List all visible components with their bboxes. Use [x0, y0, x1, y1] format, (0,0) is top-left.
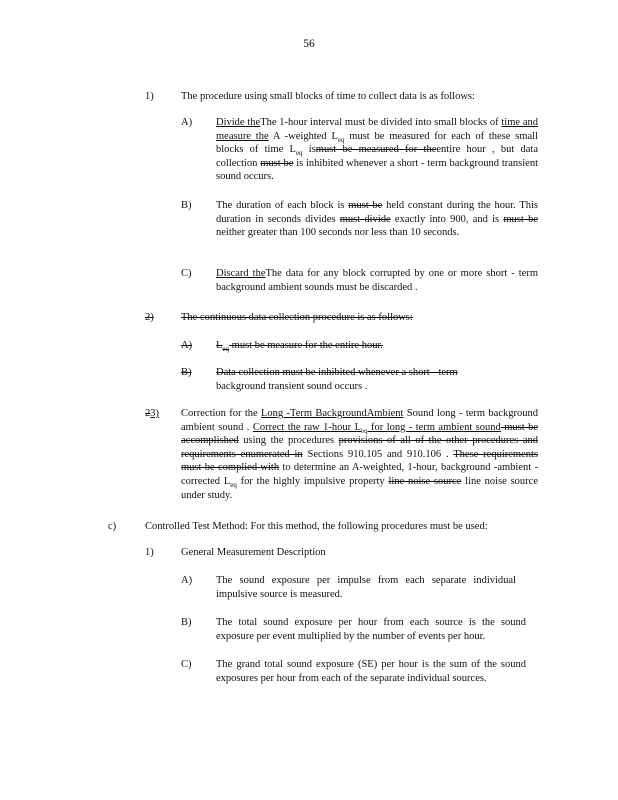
- section-c1b-text: The total sound exposure per hour from each source is the sound exposure per event multiplied by the number of events per hour.: [216, 617, 526, 642]
- deleted-text-run: must be measure for the entire hour.: [229, 340, 383, 351]
- section-c-label: c): [108, 521, 117, 532]
- deleted-text-run: provisions of all of the other procedures and requirements enumerated in: [181, 435, 538, 460]
- section-c1c-label: C): [181, 659, 192, 670]
- deleted-text-run: must be measured for the: [315, 144, 437, 156]
- text-run: Correction for the: [181, 408, 262, 419]
- text-run: The 1-hour interval must be divided into small blocks of: [260, 117, 502, 128]
- item-2-label: 2): [145, 312, 154, 323]
- text-run: held constant during the hour. This duration in seconds divides: [216, 200, 538, 225]
- inserted-text-run: Long -Term Background: [261, 408, 367, 419]
- inserted-text-run: Discard the: [216, 268, 266, 279]
- subscript-run: eq: [230, 481, 237, 490]
- text-run: background transient sound occurs .: [216, 380, 368, 392]
- item-2b-text: [216, 366, 506, 393]
- item-2a-text: [216, 339, 538, 353]
- subscript-run: eq: [222, 345, 230, 354]
- inserted-text-run: Ambient: [366, 408, 404, 419]
- subscript-run: eq: [295, 149, 303, 158]
- section-c1c-text: The grand total sound exposure (SE) per hour is the sum of the sound exposures per hour from each of the separate individual sources.: [216, 659, 526, 684]
- item-1a-label: A): [181, 117, 193, 128]
- item-1b-label: B): [181, 200, 192, 211]
- item-1-label: 1): [145, 91, 154, 102]
- deleted-text-run: line noise source: [388, 475, 462, 487]
- subscript-run: eq: [361, 426, 368, 435]
- page-number: 56: [303, 38, 315, 50]
- text-run: using the procedures: [238, 435, 339, 447]
- section-c1a-text: The sound exposure per impulse from each separate individual impulsive source is measured.: [216, 575, 516, 600]
- section-c1-label: 1): [145, 547, 154, 558]
- text-run: The data for any block corrupted by one or more short - term background ambient sounds must be discarded .: [216, 268, 538, 293]
- subscript-run: eq: [337, 135, 345, 144]
- item-2b-label: B): [181, 367, 192, 378]
- deleted-text-run: must divide: [339, 213, 391, 225]
- item-2-intro: The continuous data collection procedure is as follows:: [181, 312, 413, 323]
- section-c1-title: General Measurement Description: [181, 547, 326, 558]
- text-run: line noise source under study.: [181, 475, 539, 501]
- text-run: for the highly impulsive property: [236, 475, 389, 487]
- deleted-text-run: Data collection must be inhibited whenever a short - term: [216, 367, 458, 378]
- inserted-text-run: Divide the: [216, 117, 261, 128]
- text-run: entire hour , but data collection: [216, 144, 538, 169]
- inserted-text-run: for long - term ambient sound: [367, 421, 501, 433]
- section-c1a-label: A): [181, 575, 193, 586]
- item-1c-text: [216, 267, 538, 294]
- deleted-text-run: must be accomplished: [181, 421, 538, 447]
- text-run: The duration of each block is: [216, 200, 349, 211]
- item-3-label: [145, 407, 159, 421]
- item-1b-text: [216, 199, 538, 240]
- inserted-text-run: Correct the raw 1-hour L: [252, 421, 362, 433]
- text-run: must be measured for each of these small blocks of time L: [216, 130, 539, 156]
- text-run: A -weighted L: [268, 130, 338, 142]
- deleted-text-run: These requirements must be complied with: [181, 448, 538, 474]
- deleted-text-run: must be: [503, 213, 538, 225]
- deleted-text-run: must be: [348, 200, 383, 211]
- deleted-text-run: L: [216, 340, 223, 351]
- item-3-text: [181, 407, 538, 502]
- deleted-text-run: must be: [260, 157, 294, 169]
- text-run: neither greater than 100 seconds nor less than 10 seconds.: [216, 227, 460, 239]
- text-run: Sections 910.105 and 910.106 .: [302, 448, 454, 460]
- text-run: Sound long - term background ambient sound .: [181, 408, 538, 433]
- item-3-new-number: 3): [150, 408, 159, 419]
- item-3-old-number: 2: [145, 408, 151, 419]
- text-run: exactly into 900, and is: [390, 213, 504, 225]
- item-1-intro: The procedure using small blocks of time to collect data is as follows:: [181, 91, 475, 102]
- item-1c-label: C): [181, 268, 192, 279]
- text-run: to determine an A-weighted, 1-hour, background -ambient -corrected L: [181, 462, 538, 487]
- section-c-text: Controlled Test Method: For this method, the following procedures must be used:: [145, 521, 488, 532]
- section-c1b-label: B): [181, 617, 192, 628]
- item-2a-label: A): [181, 340, 193, 351]
- inserted-text-run: time and measure the: [216, 117, 538, 142]
- text-run: is inhibited whenever a short - term background transient sound occurs.: [216, 157, 538, 183]
- item-1a-text: [216, 116, 538, 184]
- text-run: is: [302, 144, 316, 156]
